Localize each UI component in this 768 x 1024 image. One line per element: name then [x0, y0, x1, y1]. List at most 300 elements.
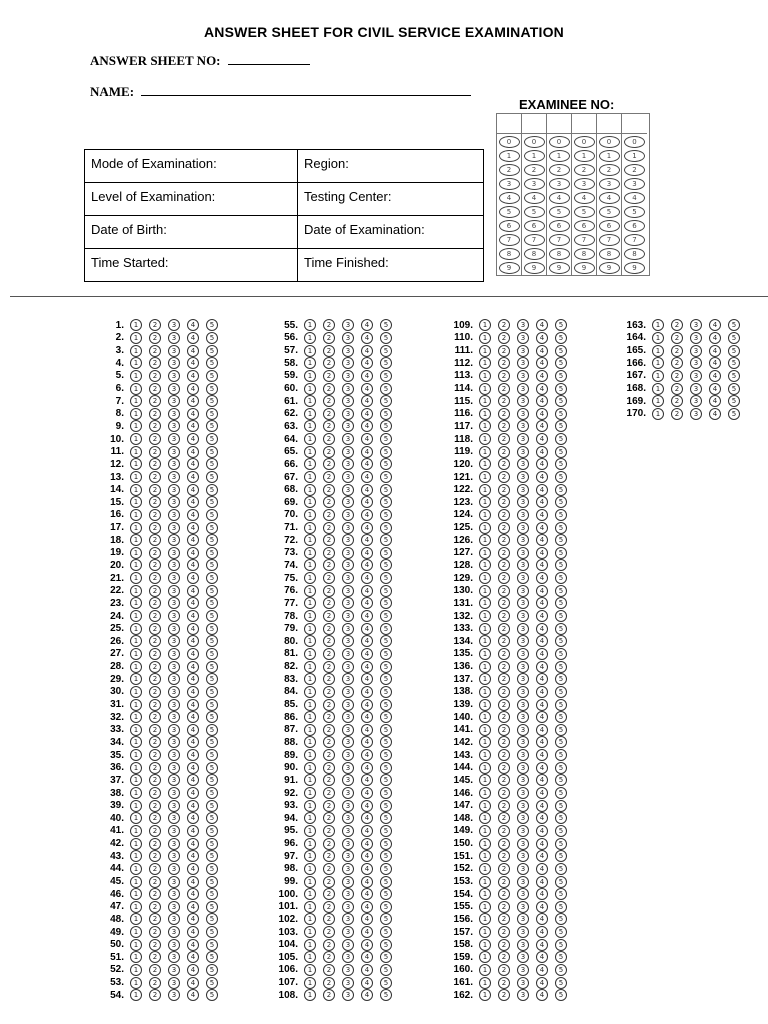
answer-bubble[interactable]: 2	[149, 484, 161, 496]
answer-bubble[interactable]: 1	[479, 989, 491, 1001]
answer-bubble[interactable]: 4	[536, 357, 548, 369]
answer-bubble[interactable]: 1	[304, 648, 316, 660]
examinee-digit-bubble[interactable]: 3	[624, 178, 645, 190]
answer-bubble[interactable]: 2	[149, 408, 161, 420]
answer-bubble[interactable]: 2	[498, 661, 510, 673]
answer-bubble[interactable]: 3	[342, 420, 354, 432]
answer-bubble[interactable]: 5	[206, 559, 218, 571]
answer-bubble[interactable]: 2	[149, 547, 161, 559]
answer-bubble[interactable]: 5	[206, 357, 218, 369]
answer-bubble[interactable]: 3	[168, 989, 180, 1001]
answer-bubble[interactable]: 3	[342, 509, 354, 521]
answer-bubble[interactable]: 2	[149, 635, 161, 647]
answer-bubble[interactable]: 5	[380, 888, 392, 900]
answer-bubble[interactable]: 2	[149, 863, 161, 875]
answer-bubble[interactable]: 5	[555, 610, 567, 622]
answer-bubble[interactable]: 5	[555, 370, 567, 382]
examinee-digit-bubble[interactable]: 9	[524, 262, 545, 274]
answer-bubble[interactable]: 3	[342, 838, 354, 850]
answer-bubble[interactable]: 1	[479, 888, 491, 900]
examinee-digit-bubble[interactable]: 4	[499, 192, 520, 204]
answer-bubble[interactable]: 3	[168, 585, 180, 597]
answer-bubble[interactable]: 3	[517, 635, 529, 647]
answer-bubble[interactable]: 2	[498, 901, 510, 913]
answer-bubble[interactable]: 2	[149, 736, 161, 748]
answer-bubble[interactable]: 5	[555, 547, 567, 559]
examinee-digit-box[interactable]	[497, 114, 521, 134]
answer-bubble[interactable]: 3	[517, 977, 529, 989]
answer-bubble[interactable]: 4	[536, 509, 548, 521]
examinee-digit-bubble[interactable]: 7	[624, 234, 645, 246]
answer-bubble[interactable]: 2	[671, 383, 683, 395]
answer-bubble[interactable]: 4	[536, 597, 548, 609]
answer-bubble[interactable]: 4	[536, 951, 548, 963]
answer-bubble[interactable]: 5	[206, 471, 218, 483]
answer-bubble[interactable]: 1	[479, 522, 491, 534]
answer-bubble[interactable]: 3	[517, 812, 529, 824]
answer-bubble[interactable]: 2	[498, 711, 510, 723]
answer-bubble[interactable]: 2	[498, 876, 510, 888]
answer-bubble[interactable]: 1	[304, 370, 316, 382]
answer-bubble[interactable]: 3	[342, 876, 354, 888]
answer-bubble[interactable]: 5	[555, 989, 567, 1001]
answer-bubble[interactable]: 3	[517, 850, 529, 862]
answer-bubble[interactable]: 1	[304, 661, 316, 673]
answer-bubble[interactable]: 1	[304, 951, 316, 963]
answer-bubble[interactable]: 2	[323, 446, 335, 458]
answer-bubble[interactable]: 3	[517, 420, 529, 432]
answer-bubble[interactable]: 1	[479, 863, 491, 875]
answer-bubble[interactable]: 3	[168, 623, 180, 635]
answer-bubble[interactable]: 1	[130, 863, 142, 875]
answer-bubble[interactable]: 1	[479, 345, 491, 357]
answer-bubble[interactable]: 1	[479, 484, 491, 496]
answer-bubble[interactable]: 2	[498, 471, 510, 483]
answer-bubble[interactable]: 4	[536, 711, 548, 723]
answer-bubble[interactable]: 4	[187, 876, 199, 888]
answer-bubble[interactable]: 3	[168, 522, 180, 534]
answer-bubble[interactable]: 1	[479, 724, 491, 736]
answer-bubble[interactable]: 5	[206, 939, 218, 951]
answer-bubble[interactable]: 2	[149, 433, 161, 445]
answer-bubble[interactable]: 5	[206, 787, 218, 799]
answer-bubble[interactable]: 5	[206, 838, 218, 850]
answer-bubble[interactable]: 1	[479, 332, 491, 344]
answer-bubble[interactable]: 4	[361, 458, 373, 470]
answer-bubble[interactable]: 5	[555, 345, 567, 357]
answer-bubble[interactable]: 2	[323, 534, 335, 546]
answer-bubble[interactable]: 3	[168, 357, 180, 369]
answer-bubble[interactable]: 5	[555, 661, 567, 673]
answer-bubble[interactable]: 5	[206, 319, 218, 331]
answer-bubble[interactable]: 2	[323, 357, 335, 369]
answer-bubble[interactable]: 1	[479, 383, 491, 395]
answer-bubble[interactable]: 5	[380, 876, 392, 888]
answer-bubble[interactable]: 2	[149, 977, 161, 989]
answer-bubble[interactable]: 2	[498, 635, 510, 647]
answer-bubble[interactable]: 2	[149, 989, 161, 1001]
answer-bubble[interactable]: 2	[323, 876, 335, 888]
answer-bubble[interactable]: 4	[536, 989, 548, 1001]
answer-bubble[interactable]: 2	[149, 951, 161, 963]
answer-bubble[interactable]: 4	[187, 345, 199, 357]
answer-bubble[interactable]: 5	[206, 446, 218, 458]
answer-bubble[interactable]: 1	[479, 787, 491, 799]
answer-bubble[interactable]: 1	[304, 850, 316, 862]
answer-bubble[interactable]: 5	[555, 724, 567, 736]
answer-bubble[interactable]: 2	[149, 395, 161, 407]
answer-bubble[interactable]: 1	[479, 433, 491, 445]
answer-bubble[interactable]: 3	[517, 522, 529, 534]
answer-bubble[interactable]: 1	[304, 534, 316, 546]
answer-bubble[interactable]: 5	[380, 939, 392, 951]
examinee-digit-bubble[interactable]: 9	[599, 262, 620, 274]
answer-bubble[interactable]: 2	[498, 509, 510, 521]
answer-bubble[interactable]: 1	[304, 926, 316, 938]
answer-bubble[interactable]: 5	[206, 673, 218, 685]
answer-bubble[interactable]: 5	[380, 926, 392, 938]
examinee-digit-bubble[interactable]: 7	[524, 234, 545, 246]
answer-bubble[interactable]: 3	[168, 648, 180, 660]
answer-bubble[interactable]: 1	[479, 762, 491, 774]
answer-bubble[interactable]: 5	[555, 471, 567, 483]
examinee-digit-bubble[interactable]: 7	[599, 234, 620, 246]
answer-bubble[interactable]: 3	[342, 913, 354, 925]
answer-bubble[interactable]: 3	[168, 383, 180, 395]
examinee-digit-bubble[interactable]: 3	[549, 178, 570, 190]
answer-bubble[interactable]: 4	[361, 863, 373, 875]
examinee-digit-bubble[interactable]: 2	[574, 164, 595, 176]
answer-bubble[interactable]: 3	[342, 699, 354, 711]
answer-bubble[interactable]: 5	[206, 420, 218, 432]
answer-bubble[interactable]: 3	[168, 724, 180, 736]
answer-bubble[interactable]: 2	[671, 408, 683, 420]
answer-bubble[interactable]: 4	[361, 800, 373, 812]
answer-bubble[interactable]: 1	[304, 673, 316, 685]
answer-bubble[interactable]: 5	[206, 332, 218, 344]
examinee-digit-bubble[interactable]: 1	[549, 150, 570, 162]
examinee-digit-bubble[interactable]: 8	[549, 248, 570, 260]
examinee-digit-bubble[interactable]: 8	[499, 248, 520, 260]
answer-bubble[interactable]: 1	[304, 572, 316, 584]
answer-bubble[interactable]: 2	[323, 319, 335, 331]
answer-bubble[interactable]: 5	[555, 458, 567, 470]
answer-bubble[interactable]: 4	[536, 863, 548, 875]
answer-bubble[interactable]: 4	[187, 332, 199, 344]
answer-bubble[interactable]: 3	[342, 724, 354, 736]
answer-bubble[interactable]: 2	[323, 926, 335, 938]
answer-bubble[interactable]: 5	[380, 357, 392, 369]
answer-bubble[interactable]: 2	[498, 850, 510, 862]
answer-bubble[interactable]: 3	[342, 559, 354, 571]
answer-bubble[interactable]: 1	[130, 812, 142, 824]
answer-bubble[interactable]: 1	[479, 901, 491, 913]
answer-bubble[interactable]: 2	[323, 471, 335, 483]
answer-bubble[interactable]: 3	[342, 648, 354, 660]
answer-bubble[interactable]: 2	[149, 572, 161, 584]
answer-bubble[interactable]: 4	[536, 319, 548, 331]
answer-bubble[interactable]: 3	[517, 989, 529, 1001]
answer-bubble[interactable]: 1	[479, 800, 491, 812]
answer-bubble[interactable]: 4	[361, 850, 373, 862]
answer-bubble[interactable]: 1	[130, 724, 142, 736]
answer-bubble[interactable]: 4	[709, 357, 721, 369]
answer-bubble[interactable]: 4	[187, 408, 199, 420]
answer-bubble[interactable]: 5	[555, 484, 567, 496]
answer-bubble[interactable]: 1	[304, 420, 316, 432]
answer-bubble[interactable]: 5	[206, 648, 218, 660]
answer-bubble[interactable]: 5	[728, 345, 740, 357]
answer-bubble[interactable]: 5	[555, 711, 567, 723]
answer-bubble[interactable]: 4	[361, 673, 373, 685]
answer-bubble[interactable]: 3	[517, 572, 529, 584]
answer-bubble[interactable]: 1	[130, 534, 142, 546]
answer-bubble[interactable]: 5	[555, 635, 567, 647]
answer-bubble[interactable]: 3	[168, 446, 180, 458]
answer-bubble[interactable]: 4	[536, 787, 548, 799]
answer-bubble[interactable]: 5	[380, 850, 392, 862]
answer-bubble[interactable]: 5	[380, 496, 392, 508]
answer-bubble[interactable]: 2	[149, 585, 161, 597]
examinee-digit-bubble[interactable]: 1	[524, 150, 545, 162]
answer-bubble[interactable]: 2	[149, 471, 161, 483]
examinee-digit-bubble[interactable]: 5	[574, 206, 595, 218]
answer-bubble[interactable]: 2	[149, 850, 161, 862]
answer-bubble[interactable]: 2	[323, 787, 335, 799]
answer-bubble[interactable]: 4	[536, 484, 548, 496]
answer-bubble[interactable]: 2	[498, 370, 510, 382]
answer-bubble[interactable]: 5	[206, 496, 218, 508]
answer-bubble[interactable]: 3	[517, 446, 529, 458]
answer-bubble[interactable]: 3	[342, 774, 354, 786]
answer-bubble[interactable]: 3	[690, 408, 702, 420]
answer-bubble[interactable]: 3	[168, 433, 180, 445]
answer-bubble[interactable]: 3	[517, 610, 529, 622]
answer-bubble[interactable]: 5	[555, 572, 567, 584]
answer-bubble[interactable]: 5	[206, 913, 218, 925]
answer-bubble[interactable]: 1	[130, 939, 142, 951]
examinee-digit-bubble[interactable]: 8	[624, 248, 645, 260]
examinee-digit-bubble[interactable]: 0	[574, 136, 595, 148]
answer-bubble[interactable]: 4	[536, 825, 548, 837]
answer-bubble[interactable]: 1	[130, 876, 142, 888]
answer-bubble[interactable]: 5	[555, 408, 567, 420]
answer-bubble[interactable]: 1	[304, 699, 316, 711]
answer-bubble[interactable]: 1	[479, 635, 491, 647]
answer-bubble[interactable]: 2	[149, 610, 161, 622]
answer-bubble[interactable]: 5	[555, 774, 567, 786]
answer-bubble[interactable]: 4	[536, 458, 548, 470]
answer-bubble[interactable]: 3	[517, 433, 529, 445]
answer-bubble[interactable]: 3	[342, 433, 354, 445]
answer-bubble[interactable]: 5	[380, 812, 392, 824]
answer-bubble[interactable]: 5	[555, 332, 567, 344]
answer-bubble[interactable]: 5	[555, 812, 567, 824]
examinee-digit-bubble[interactable]: 2	[549, 164, 570, 176]
answer-bubble[interactable]: 4	[361, 901, 373, 913]
answer-bubble[interactable]: 5	[555, 699, 567, 711]
answer-bubble[interactable]: 3	[342, 623, 354, 635]
answer-bubble[interactable]: 5	[380, 635, 392, 647]
answer-bubble[interactable]: 1	[304, 319, 316, 331]
answer-bubble[interactable]: 3	[168, 370, 180, 382]
answer-bubble[interactable]: 3	[517, 623, 529, 635]
answer-bubble[interactable]: 1	[130, 559, 142, 571]
answer-bubble[interactable]: 1	[130, 370, 142, 382]
answer-bubble[interactable]: 1	[304, 901, 316, 913]
answer-bubble[interactable]: 3	[517, 863, 529, 875]
answer-bubble[interactable]: 2	[149, 762, 161, 774]
answer-bubble[interactable]: 2	[149, 420, 161, 432]
answer-bubble[interactable]: 4	[361, 838, 373, 850]
answer-bubble[interactable]: 1	[130, 774, 142, 786]
answer-bubble[interactable]: 3	[517, 332, 529, 344]
examinee-digit-bubble[interactable]: 9	[499, 262, 520, 274]
answer-bubble[interactable]: 3	[168, 610, 180, 622]
answer-bubble[interactable]: 4	[536, 635, 548, 647]
answer-bubble[interactable]: 4	[187, 370, 199, 382]
answer-bubble[interactable]: 3	[168, 458, 180, 470]
answer-bubble[interactable]: 5	[380, 673, 392, 685]
answer-bubble[interactable]: 5	[380, 787, 392, 799]
answer-bubble[interactable]: 1	[652, 383, 664, 395]
answer-bubble[interactable]: 4	[536, 876, 548, 888]
examinee-digit-bubble[interactable]: 7	[574, 234, 595, 246]
answer-bubble[interactable]: 5	[380, 863, 392, 875]
answer-bubble[interactable]: 4	[361, 964, 373, 976]
answer-bubble[interactable]: 3	[342, 370, 354, 382]
answer-bubble[interactable]: 2	[323, 332, 335, 344]
answer-bubble[interactable]: 1	[479, 572, 491, 584]
answer-bubble[interactable]: 2	[498, 559, 510, 571]
answer-bubble[interactable]: 1	[652, 370, 664, 382]
answer-bubble[interactable]: 3	[342, 585, 354, 597]
answer-bubble[interactable]: 2	[498, 484, 510, 496]
answer-bubble[interactable]: 3	[342, 332, 354, 344]
answer-bubble[interactable]: 2	[149, 699, 161, 711]
answer-bubble[interactable]: 3	[342, 736, 354, 748]
answer-bubble[interactable]: 3	[342, 572, 354, 584]
answer-bubble[interactable]: 1	[130, 383, 142, 395]
answer-bubble[interactable]: 2	[323, 686, 335, 698]
answer-bubble[interactable]: 2	[323, 458, 335, 470]
answer-bubble[interactable]: 3	[342, 319, 354, 331]
answer-bubble[interactable]: 1	[652, 332, 664, 344]
answer-bubble[interactable]: 3	[690, 383, 702, 395]
answer-bubble[interactable]: 4	[187, 926, 199, 938]
answer-bubble[interactable]: 2	[149, 825, 161, 837]
answer-bubble[interactable]: 4	[187, 686, 199, 698]
answer-bubble[interactable]: 4	[361, 522, 373, 534]
answer-bubble[interactable]: 3	[342, 926, 354, 938]
answer-bubble[interactable]: 1	[130, 951, 142, 963]
answer-bubble[interactable]: 1	[479, 319, 491, 331]
examinee-digit-bubble[interactable]: 1	[574, 150, 595, 162]
answer-bubble[interactable]: 2	[498, 989, 510, 1001]
answer-bubble[interactable]: 3	[342, 597, 354, 609]
answer-bubble[interactable]: 1	[130, 446, 142, 458]
answer-bubble[interactable]: 2	[149, 509, 161, 521]
answer-bubble[interactable]: 4	[187, 597, 199, 609]
answer-bubble[interactable]: 4	[187, 433, 199, 445]
answer-bubble[interactable]: 1	[304, 509, 316, 521]
answer-bubble[interactable]: 5	[206, 345, 218, 357]
answer-bubble[interactable]: 5	[380, 522, 392, 534]
answer-bubble[interactable]: 3	[342, 547, 354, 559]
answer-bubble[interactable]: 4	[361, 711, 373, 723]
answer-bubble[interactable]: 1	[304, 989, 316, 1001]
answer-bubble[interactable]: 4	[187, 623, 199, 635]
answer-bubble[interactable]: 2	[149, 357, 161, 369]
answer-bubble[interactable]: 3	[517, 699, 529, 711]
answer-bubble[interactable]: 2	[498, 863, 510, 875]
answer-bubble[interactable]: 4	[536, 774, 548, 786]
answer-bubble[interactable]: 5	[206, 534, 218, 546]
answer-bubble[interactable]: 5	[380, 951, 392, 963]
answer-bubble[interactable]: 3	[168, 939, 180, 951]
answer-bubble[interactable]: 2	[323, 522, 335, 534]
answer-bubble[interactable]: 2	[498, 547, 510, 559]
answer-bubble[interactable]: 4	[361, 913, 373, 925]
answer-bubble[interactable]: 3	[168, 812, 180, 824]
answer-bubble[interactable]: 1	[304, 496, 316, 508]
answer-bubble[interactable]: 4	[361, 572, 373, 584]
answer-bubble[interactable]: 5	[728, 357, 740, 369]
answer-bubble[interactable]: 5	[380, 800, 392, 812]
answer-bubble[interactable]: 4	[187, 484, 199, 496]
answer-bubble[interactable]: 1	[479, 964, 491, 976]
answer-bubble[interactable]: 1	[479, 711, 491, 723]
answer-bubble[interactable]: 2	[498, 597, 510, 609]
answer-bubble[interactable]: 4	[361, 762, 373, 774]
answer-bubble[interactable]: 4	[536, 800, 548, 812]
answer-bubble[interactable]: 5	[380, 964, 392, 976]
answer-bubble[interactable]: 1	[652, 345, 664, 357]
answer-bubble[interactable]: 5	[555, 585, 567, 597]
answer-bubble[interactable]: 1	[130, 585, 142, 597]
answer-bubble[interactable]: 3	[517, 825, 529, 837]
answer-bubble[interactable]: 3	[517, 888, 529, 900]
answer-bubble[interactable]: 4	[709, 395, 721, 407]
answer-bubble[interactable]: 5	[555, 522, 567, 534]
answer-bubble[interactable]: 4	[187, 471, 199, 483]
answer-bubble[interactable]: 3	[168, 888, 180, 900]
answer-bubble[interactable]: 2	[498, 926, 510, 938]
answer-bubble[interactable]: 5	[380, 610, 392, 622]
answer-bubble[interactable]: 3	[168, 559, 180, 571]
answer-bubble[interactable]: 2	[323, 863, 335, 875]
answer-bubble[interactable]: 3	[690, 319, 702, 331]
examinee-digit-bubble[interactable]: 7	[499, 234, 520, 246]
answer-bubble[interactable]: 3	[168, 509, 180, 521]
answer-bubble[interactable]: 5	[380, 774, 392, 786]
answer-bubble[interactable]: 2	[498, 888, 510, 900]
answer-bubble[interactable]: 1	[130, 964, 142, 976]
answer-bubble[interactable]: 4	[187, 699, 199, 711]
answer-bubble[interactable]: 5	[206, 509, 218, 521]
answer-bubble[interactable]: 3	[342, 787, 354, 799]
answer-bubble[interactable]: 3	[517, 597, 529, 609]
answer-bubble[interactable]: 3	[517, 964, 529, 976]
answer-bubble[interactable]: 2	[323, 699, 335, 711]
answer-bubble[interactable]: 5	[380, 901, 392, 913]
answer-bubble[interactable]: 3	[168, 408, 180, 420]
answer-bubble[interactable]: 4	[361, 648, 373, 660]
answer-bubble[interactable]: 3	[168, 964, 180, 976]
answer-bubble[interactable]: 5	[206, 977, 218, 989]
examinee-digit-bubble[interactable]: 8	[524, 248, 545, 260]
answer-bubble[interactable]: 3	[342, 800, 354, 812]
